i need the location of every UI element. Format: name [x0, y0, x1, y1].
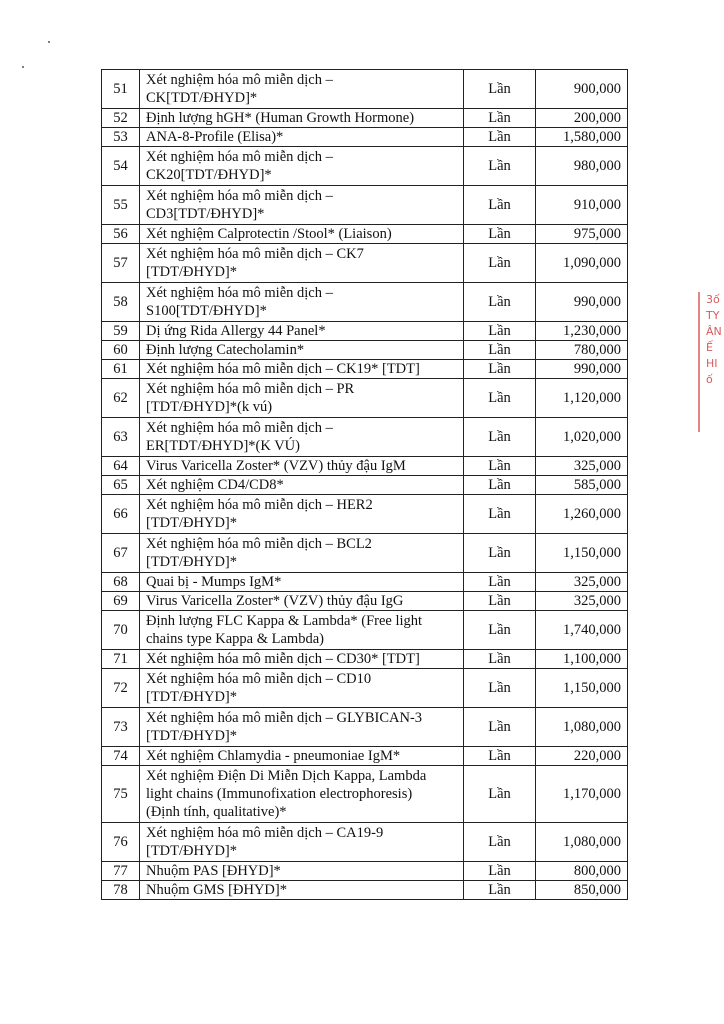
table-row — [102, 573, 628, 592]
row-number-cell — [102, 708, 140, 747]
row-number-cell — [102, 379, 140, 418]
test-name-text: Xét nghiệm hóa mô miễn dịch – CA19-9 [TDT/ĐHYD]* — [146, 825, 384, 859]
unit-cell — [464, 476, 536, 495]
table-row — [102, 650, 628, 669]
test-name-cell — [140, 747, 464, 766]
test-name-text: Xét nghiệm hóa mô miễn dịch – ER[TDT/ĐHYD]*(K VÚ) — [146, 420, 333, 454]
test-name-cell — [140, 766, 464, 823]
test-name-cell — [140, 534, 464, 573]
stamp-text-fragment: Ế — [706, 341, 713, 354]
test-name-text: Định lượng Catecholamin* — [146, 342, 305, 358]
unit-cell — [464, 766, 536, 823]
unit-text: Lần — [488, 719, 511, 735]
row-number-text: 70 — [113, 622, 128, 638]
unit-cell — [464, 70, 536, 109]
row-number-cell — [102, 495, 140, 534]
test-name-cell — [140, 225, 464, 244]
price-text: 1,090,000 — [563, 255, 621, 271]
unit-text: Lần — [488, 361, 511, 377]
price-text: 780,000 — [573, 342, 621, 358]
scan-speck — [22, 66, 24, 68]
price-text: 850,000 — [573, 882, 621, 898]
price-cell — [536, 747, 628, 766]
table-row — [102, 708, 628, 747]
unit-text: Lần — [488, 651, 511, 667]
unit-cell — [464, 534, 536, 573]
test-name-text: Xét nghiệm Calprotectin /Stool* (Liaison) — [146, 226, 392, 242]
test-name-text: Định lượng hGH* (Human Growth Hormone) — [146, 110, 415, 126]
unit-cell — [464, 341, 536, 360]
unit-cell — [464, 747, 536, 766]
row-number-text: 73 — [113, 719, 128, 735]
price-cell — [536, 457, 628, 476]
unit-cell — [464, 495, 536, 534]
price-text: 1,170,000 — [563, 786, 621, 802]
price-text: 200,000 — [573, 110, 621, 126]
unit-cell — [464, 283, 536, 322]
row-number-text: 60 — [113, 342, 128, 358]
unit-text: Lần — [488, 110, 511, 126]
price-text: 1,230,000 — [563, 323, 621, 339]
scan-speck — [48, 41, 50, 43]
table-row — [102, 360, 628, 379]
table-row — [102, 379, 628, 418]
price-text: 990,000 — [573, 361, 621, 377]
unit-text: Lần — [488, 158, 511, 174]
price-text: 325,000 — [573, 593, 621, 609]
red-stamp-fragment — [698, 292, 724, 432]
row-number-text: 68 — [113, 574, 128, 590]
table-row — [102, 283, 628, 322]
price-text: 585,000 — [573, 477, 621, 493]
unit-cell — [464, 147, 536, 186]
table-row — [102, 186, 628, 225]
test-name-cell — [140, 244, 464, 283]
table-row — [102, 147, 628, 186]
unit-text: Lần — [488, 81, 511, 97]
test-name-cell — [140, 708, 464, 747]
test-name-text: Quai bị - Mumps IgM* — [146, 574, 282, 590]
unit-text: Lần — [488, 593, 511, 609]
test-name-cell — [140, 147, 464, 186]
table-row — [102, 341, 628, 360]
unit-cell — [464, 881, 536, 900]
table-row — [102, 534, 628, 573]
price-text: 1,080,000 — [563, 719, 621, 735]
price-cell — [536, 650, 628, 669]
unit-text: Lần — [488, 545, 511, 561]
unit-cell — [464, 418, 536, 457]
test-name-text: Nhuộm PAS [ĐHYD]* — [146, 863, 281, 879]
row-number-text: 74 — [113, 748, 128, 764]
stamp-text-fragment: ố — [706, 373, 713, 386]
row-number-text: 52 — [113, 110, 128, 126]
unit-text: Lần — [488, 226, 511, 242]
row-number-text: 51 — [113, 81, 128, 97]
test-name-text: Xét nghiệm hóa mô miễn dịch – CK[TDT/ĐHYD]* — [146, 72, 333, 106]
test-name-text: Xét nghiệm hóa mô miễn dịch – CD10 [TDT/ĐHYD]* — [146, 671, 372, 705]
price-cell — [536, 322, 628, 341]
row-number-cell — [102, 862, 140, 881]
price-text: 325,000 — [573, 458, 621, 474]
test-name-cell — [140, 418, 464, 457]
row-number-text: 65 — [113, 477, 128, 493]
test-name-cell — [140, 341, 464, 360]
row-number-text: 69 — [113, 593, 128, 609]
unit-text: Lần — [488, 323, 511, 339]
row-number-text: 71 — [113, 651, 128, 667]
unit-cell — [464, 379, 536, 418]
unit-cell — [464, 457, 536, 476]
unit-text: Lần — [488, 622, 511, 638]
test-name-text: Xét nghiệm hóa mô miễn dịch – GLYBICAN-3 [TDT/ĐHYD]* — [146, 710, 423, 744]
test-name-cell — [140, 70, 464, 109]
test-name-cell — [140, 592, 464, 611]
unit-text: Lần — [488, 129, 511, 145]
price-text: 990,000 — [573, 294, 621, 310]
test-name-text: ANA-8-Profile (Elisa)* — [146, 129, 284, 145]
price-cell — [536, 534, 628, 573]
row-number-text: 75 — [113, 786, 128, 802]
row-number-cell — [102, 592, 140, 611]
test-name-cell — [140, 476, 464, 495]
price-cell — [536, 128, 628, 147]
table-row — [102, 747, 628, 766]
test-name-text: Xét nghiệm hóa mô miễn dịch – CK19* [TDT] — [146, 361, 420, 377]
test-name-text: Xét nghiệm CD4/CD8* — [146, 477, 284, 493]
row-number-cell — [102, 322, 140, 341]
table-row — [102, 322, 628, 341]
test-name-text: Virus Varicella Zoster* (VZV) thủy đậu IgM — [146, 458, 406, 474]
price-cell — [536, 669, 628, 708]
table-row — [102, 766, 628, 823]
unit-text: Lần — [488, 342, 511, 358]
test-name-cell — [140, 495, 464, 534]
price-text: 1,020,000 — [563, 429, 621, 445]
test-name-cell — [140, 611, 464, 650]
row-number-cell — [102, 766, 140, 823]
row-number-text: 54 — [113, 158, 128, 174]
price-text: 220,000 — [573, 748, 621, 764]
unit-text: Lần — [488, 477, 511, 493]
unit-cell — [464, 186, 536, 225]
table-row — [102, 592, 628, 611]
test-name-cell — [140, 186, 464, 225]
unit-text: Lần — [488, 390, 511, 406]
row-number-text: 64 — [113, 458, 128, 474]
price-text: 1,150,000 — [563, 545, 621, 561]
price-text: 910,000 — [573, 197, 621, 213]
unit-text: Lần — [488, 786, 511, 802]
row-number-cell — [102, 341, 140, 360]
row-number-cell — [102, 747, 140, 766]
price-text: 1,580,000 — [563, 129, 621, 145]
row-number-text: 66 — [113, 506, 128, 522]
price-cell — [536, 341, 628, 360]
price-cell — [536, 379, 628, 418]
price-cell — [536, 766, 628, 823]
test-name-cell — [140, 322, 464, 341]
row-number-cell — [102, 881, 140, 900]
unit-cell — [464, 862, 536, 881]
unit-cell — [464, 823, 536, 862]
row-number-cell — [102, 225, 140, 244]
test-name-cell — [140, 283, 464, 322]
row-number-text: 67 — [113, 545, 128, 561]
price-cell — [536, 573, 628, 592]
unit-cell — [464, 669, 536, 708]
stamp-text-fragment: HI — [706, 357, 718, 370]
table-row — [102, 244, 628, 283]
test-name-cell — [140, 669, 464, 708]
table-row — [102, 611, 628, 650]
price-cell — [536, 611, 628, 650]
row-number-text: 56 — [113, 226, 128, 242]
row-number-cell — [102, 476, 140, 495]
row-number-cell — [102, 650, 140, 669]
row-number-text: 72 — [113, 680, 128, 696]
unit-text: Lần — [488, 294, 511, 310]
price-text: 1,150,000 — [563, 680, 621, 696]
table-row — [102, 495, 628, 534]
table-row — [102, 881, 628, 900]
test-name-cell — [140, 360, 464, 379]
row-number-cell — [102, 109, 140, 128]
unit-text: Lần — [488, 574, 511, 590]
test-name-text: Xét nghiệm hóa mô miễn dịch – PR [TDT/ĐHYD]*(k vú) — [146, 381, 355, 415]
price-text: 325,000 — [573, 574, 621, 590]
price-cell — [536, 283, 628, 322]
test-name-cell — [140, 650, 464, 669]
price-cell — [536, 881, 628, 900]
table-row — [102, 669, 628, 708]
unit-cell — [464, 128, 536, 147]
unit-cell — [464, 611, 536, 650]
test-name-text: Xét nghiệm hóa mô miễn dịch – CD30* [TDT] — [146, 651, 420, 667]
price-text: 1,080,000 — [563, 834, 621, 850]
table-row — [102, 823, 628, 862]
table-row — [102, 476, 628, 495]
price-cell — [536, 862, 628, 881]
row-number-cell — [102, 611, 140, 650]
row-number-cell — [102, 669, 140, 708]
price-cell — [536, 360, 628, 379]
price-cell — [536, 147, 628, 186]
price-table-body — [102, 70, 628, 900]
price-text: 900,000 — [573, 81, 621, 97]
row-number-text: 76 — [113, 834, 128, 850]
unit-text: Lần — [488, 458, 511, 474]
row-number-cell — [102, 457, 140, 476]
price-cell — [536, 109, 628, 128]
test-name-text: Xét nghiệm hóa mô miễn dịch – CD3[TDT/ĐHYD]* — [146, 188, 333, 222]
test-name-text: Xét nghiệm Điện Di Miễn Dịch Kappa, Lambda light chains (Immunofixation electrophoresis) (Định tính, qualitative)* — [146, 768, 427, 820]
price-cell — [536, 476, 628, 495]
row-number-cell — [102, 360, 140, 379]
row-number-text: 63 — [113, 429, 128, 445]
table-row — [102, 70, 628, 109]
price-cell — [536, 708, 628, 747]
stamp-text-fragment: 3ố — [706, 293, 720, 306]
price-cell — [536, 70, 628, 109]
unit-cell — [464, 650, 536, 669]
row-number-text: 58 — [113, 294, 128, 310]
unit-cell — [464, 322, 536, 341]
unit-text: Lần — [488, 748, 511, 764]
test-name-text: Định lượng FLC Kappa & Lambda* (Free light chains type Kappa & Lambda) — [146, 613, 423, 647]
row-number-text: 61 — [113, 361, 128, 377]
price-text: 1,740,000 — [563, 622, 621, 638]
unit-cell — [464, 708, 536, 747]
price-cell — [536, 592, 628, 611]
test-name-cell — [140, 862, 464, 881]
price-cell — [536, 823, 628, 862]
table-row — [102, 225, 628, 244]
price-text: 975,000 — [573, 226, 621, 242]
row-number-cell — [102, 70, 140, 109]
row-number-cell — [102, 823, 140, 862]
test-name-cell — [140, 457, 464, 476]
test-name-cell — [140, 128, 464, 147]
unit-cell — [464, 244, 536, 283]
test-name-text: Nhuộm GMS [ĐHYD]* — [146, 882, 287, 898]
row-number-cell — [102, 147, 140, 186]
unit-cell — [464, 592, 536, 611]
unit-cell — [464, 360, 536, 379]
row-number-text: 78 — [113, 882, 128, 898]
price-cell — [536, 418, 628, 457]
row-number-text: 55 — [113, 197, 128, 213]
unit-cell — [464, 573, 536, 592]
table-row — [102, 457, 628, 476]
row-number-text: 57 — [113, 255, 128, 271]
table-row — [102, 128, 628, 147]
test-name-cell — [140, 109, 464, 128]
row-number-cell — [102, 186, 140, 225]
test-name-text: Xét nghiệm hóa mô miễn dịch – HER2 [TDT/ĐHYD]* — [146, 497, 373, 531]
test-name-text: Xét nghiệm hóa mô miễn dịch – CK20[TDT/ĐHYD]* — [146, 149, 333, 183]
row-number-cell — [102, 534, 140, 573]
row-number-text: 62 — [113, 390, 128, 406]
test-name-cell — [140, 573, 464, 592]
row-number-cell — [102, 418, 140, 457]
price-cell — [536, 244, 628, 283]
test-name-cell — [140, 881, 464, 900]
unit-text: Lần — [488, 882, 511, 898]
price-text: 980,000 — [573, 158, 621, 174]
test-name-text: Xét nghiệm Chlamydia - pneumoniae IgM* — [146, 748, 401, 764]
stamp-text-fragment: TY — [706, 309, 720, 322]
row-number-cell — [102, 128, 140, 147]
unit-text: Lần — [488, 197, 511, 213]
test-name-text: Xét nghiệm hóa mô miễn dịch – CK7 [TDT/ĐHYD]* — [146, 246, 364, 280]
test-name-text: Virus Varicella Zoster* (VZV) thủy đậu IgG — [146, 593, 404, 609]
test-name-text: Xét nghiệm hóa mô miễn dịch – BCL2 [TDT/ĐHYD]* — [146, 536, 372, 570]
price-text: 1,100,000 — [563, 651, 621, 667]
row-number-text: 77 — [113, 863, 128, 879]
test-name-text: Xét nghiệm hóa mô miễn dịch – S100[TDT/ĐHYD]* — [146, 285, 333, 319]
price-text: 800,000 — [573, 863, 621, 879]
unit-cell — [464, 109, 536, 128]
price-cell — [536, 225, 628, 244]
unit-text: Lần — [488, 863, 511, 879]
unit-text: Lần — [488, 255, 511, 271]
price-text: 1,260,000 — [563, 506, 621, 522]
unit-cell — [464, 225, 536, 244]
price-cell — [536, 495, 628, 534]
price-cell — [536, 186, 628, 225]
row-number-cell — [102, 283, 140, 322]
row-number-cell — [102, 573, 140, 592]
stamp-text-fragment: ÂN — [706, 325, 722, 338]
price-table — [101, 69, 628, 900]
unit-text: Lần — [488, 506, 511, 522]
table-row — [102, 862, 628, 881]
table-row — [102, 109, 628, 128]
unit-text: Lần — [488, 834, 511, 850]
test-name-text: Dị ứng Rida Allergy 44 Panel* — [146, 323, 326, 339]
row-number-text: 53 — [113, 129, 128, 145]
row-number-text: 59 — [113, 323, 128, 339]
unit-text: Lần — [488, 429, 511, 445]
test-name-cell — [140, 379, 464, 418]
test-name-cell — [140, 823, 464, 862]
table-row — [102, 418, 628, 457]
row-number-cell — [102, 244, 140, 283]
price-text: 1,120,000 — [563, 390, 621, 406]
unit-text: Lần — [488, 680, 511, 696]
